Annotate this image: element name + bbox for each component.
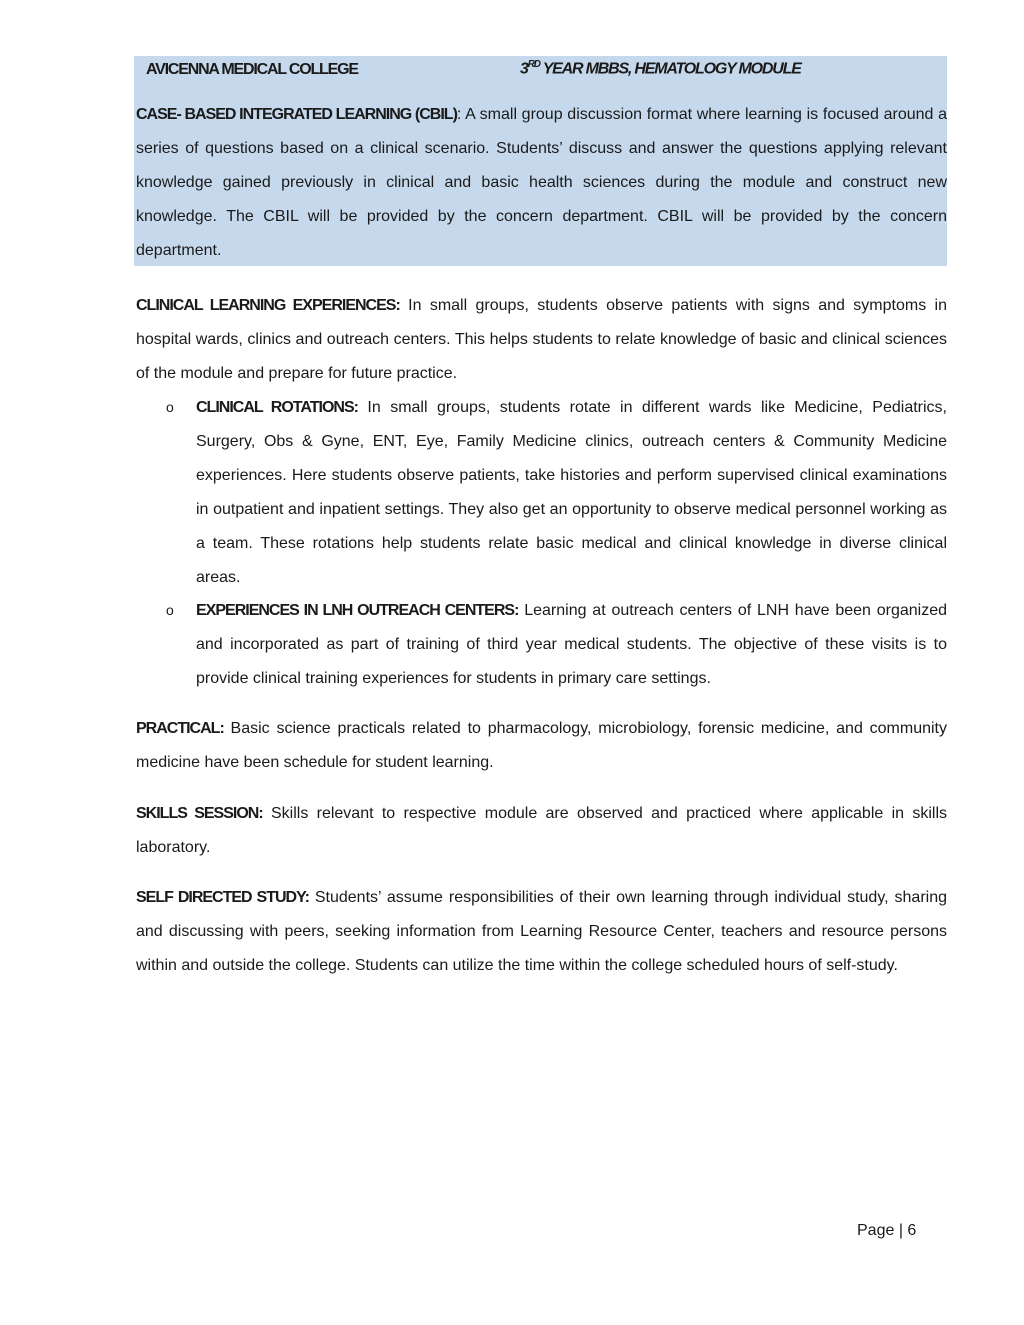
page-number: Page | 6 bbox=[857, 1222, 917, 1239]
clinical-text: In small groups, students observe patients with signs and symptoms in hospital wards, clinics and outreach centers. This helps students to relate knowledge of basic and clinical sciences of the module and prepare for future practice. bbox=[136, 297, 948, 382]
module-name: YEAR MBBS, HEMATOLOGY MODULE bbox=[539, 60, 801, 78]
cbil-paragraph bbox=[136, 98, 947, 268]
outreach-heading: EXPERIENCES IN LNH OUTREACH CENTERS: bbox=[196, 602, 519, 619]
clinical-heading: CLINICAL LEARNING EXPERIENCES: bbox=[136, 297, 400, 314]
self-study-text: Students’ assume responsibilities of their own learning through individual study, sharing and discussing with peers, seeking information from Learning Resource Center, teachers and resource persons within and outside the college. Students can utilize the time within the college scheduled hours of self-study. bbox=[136, 889, 947, 974]
year-superscript: RD bbox=[527, 59, 540, 70]
outreach-bullet: o bbox=[166, 602, 174, 618]
outreach-paragraph bbox=[196, 594, 947, 696]
self-study-heading: SELF DIRECTED STUDY: bbox=[136, 889, 309, 906]
practical-heading: PRACTICAL: bbox=[136, 720, 224, 737]
practical-paragraph bbox=[136, 712, 947, 780]
college-name: AVICENNA MEDICAL COLLEGE bbox=[146, 61, 358, 78]
rotations-bullet: o bbox=[166, 399, 174, 415]
rotations-paragraph bbox=[196, 391, 947, 595]
rotations-text: In small groups, students rotate in different wards like Medicine, Pediatrics, Surgery, Obs & Gyne, ENT, Eye, Family Medicine clinics, outreach centers & Community Medicine experiences. Here students observe patients, take histories and perform supervised clinical examinations in outpatient and inpatient settings. They also get an opportunity to observe medical personnel working as a team. These rotations help students relate basic medical and clinical knowledge in diverse clinical areas. bbox=[196, 399, 948, 586]
cbil-heading: CASE- BASED INTEGRATED LEARNING (CBIL) bbox=[136, 106, 457, 123]
skills-paragraph bbox=[136, 797, 947, 865]
practical-text: Basic science practicals related to pharmacology, microbiology, forensic medicine, and community medicine have been schedule for student learning. bbox=[136, 720, 947, 771]
self-study-paragraph bbox=[136, 881, 947, 983]
outreach-text: Learning at outreach centers of LNH have been organized and incorporated as part of training of third year medical students. The objective of these visits is to provide clinical training experiences for students in primary care settings. bbox=[196, 602, 948, 687]
year-number: 3 bbox=[520, 60, 528, 78]
clinical-paragraph bbox=[136, 289, 947, 391]
skills-heading: SKILLS SESSION: bbox=[136, 805, 263, 822]
module-title bbox=[520, 59, 801, 78]
cbil-text: : A small group discussion format where learning is focused around a series of questions based on a clinical scenario. Students’ discuss and answer the questions applying relevant knowledge gained previously in clinical and basic health sciences during the module and construct new knowledge. The CBIL will be provided by the concern department. CBIL will be provided by the concern department. bbox=[136, 106, 948, 259]
skills-text: Skills relevant to respective module are observed and practiced where applicable in skills laboratory. bbox=[136, 805, 948, 856]
rotations-heading: CLINICAL ROTATIONS: bbox=[196, 399, 358, 416]
